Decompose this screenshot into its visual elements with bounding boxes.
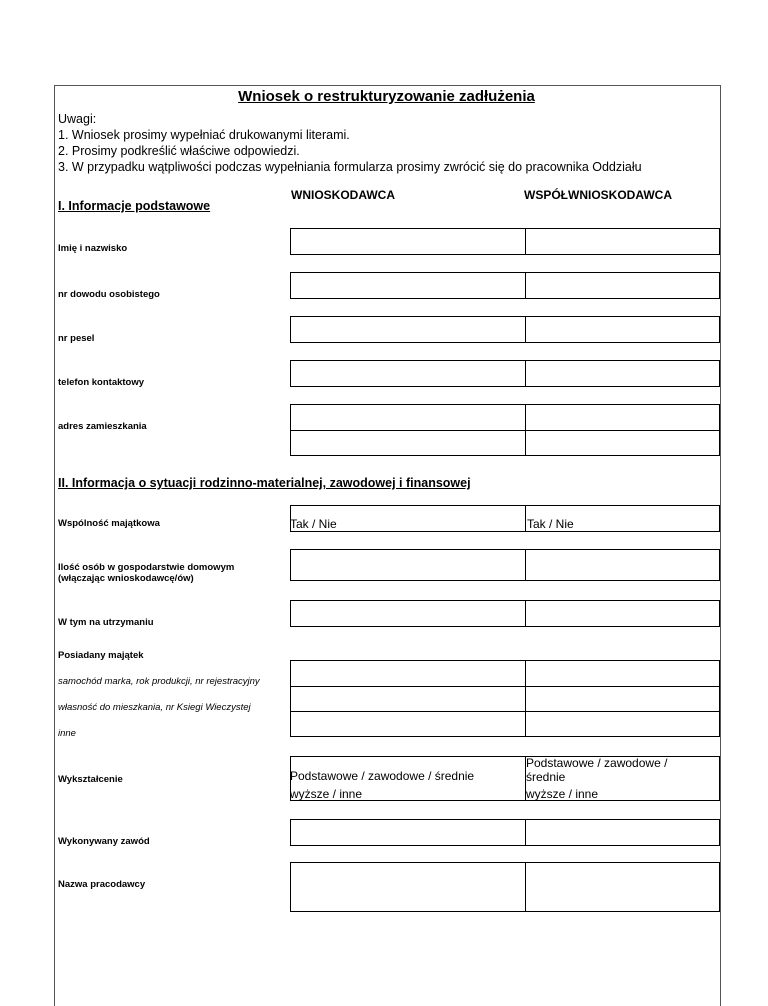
field-joint-property[interactable] (290, 505, 720, 532)
note-item-1: 1. Wniosek prosimy wypełniać drukowanymi literami. (58, 128, 350, 142)
column-header-applicant: WNIOSKODAWCA (291, 188, 395, 202)
label-other-assets: inne (58, 728, 76, 739)
field-name[interactable] (290, 228, 720, 255)
label-household-line1: Ilość osób w gospodarstwie domowym (58, 562, 235, 573)
education-coapplicant-options-line2[interactable]: średnie (526, 770, 566, 784)
label-name: Imię i nazwisko (58, 243, 128, 254)
label-id-card: nr dowodu osobistego (58, 289, 160, 300)
label-profession: Wykonywany zawód (58, 836, 150, 847)
field-pesel[interactable] (290, 316, 720, 343)
label-assets: Posiadany majątek (58, 650, 144, 661)
label-address: adres zamieszkania (58, 421, 147, 432)
label-pesel: nr pesel (58, 333, 95, 344)
field-employer[interactable] (290, 862, 720, 912)
joint-property-coapplicant-options[interactable]: Tak / Nie (527, 517, 574, 531)
column-header-coapplicant: WSPÓŁWNIOSKODAWCA (524, 188, 672, 202)
label-household-line2: (włączając wnioskodawcę/ów) (58, 573, 194, 584)
education-applicant-options-line2[interactable]: wyższe / inne (290, 787, 363, 801)
education-coapplicant-options-line1[interactable]: Podstawowe / zawodowe / (526, 756, 668, 770)
field-assets[interactable] (290, 660, 720, 737)
field-profession[interactable] (290, 819, 720, 846)
label-joint-property: Wspólność majątkowa (58, 518, 160, 529)
field-address[interactable] (290, 404, 720, 456)
notes-heading: Uwagi: (58, 112, 97, 126)
education-applicant-options-line1[interactable]: Podstawowe / zawodowe / średnie (290, 769, 475, 783)
section-2-title: II. Informacja o sytuacji rodzinno-materialnej, zawodowej i finansowej (58, 476, 471, 490)
label-education: Wykształcenie (58, 774, 123, 785)
form-title: Wniosek o restrukturyzowanie zadłużenia (238, 88, 535, 105)
label-dependents: W tym na utrzymaniu (58, 617, 154, 628)
field-phone[interactable] (290, 360, 720, 387)
note-item-2: 2. Prosimy podkreślić właściwe odpowiedzi. (58, 144, 300, 158)
label-car: samochód marka, rok produkcji, nr rejestracyjny (58, 676, 260, 687)
label-apartment: własność do mieszkania, nr Ksiegi Wieczystej (58, 702, 251, 713)
label-employer: Nazwa pracodawcy (58, 879, 146, 890)
field-dependents[interactable] (290, 600, 720, 627)
note-item-3: 3. W przypadku wątpliwości podczas wypełniania formularza prosimy zwrócić się do pracownika Oddziału (58, 160, 642, 174)
field-household[interactable] (290, 549, 720, 581)
education-coapplicant-options-line3[interactable]: wyższe / inne (526, 787, 599, 801)
field-id-card[interactable] (290, 272, 720, 299)
label-phone: telefon kontaktowy (58, 377, 145, 388)
section-1-title: I. Informacje podstawowe (58, 199, 211, 213)
joint-property-applicant-options[interactable]: Tak / Nie (290, 517, 337, 531)
